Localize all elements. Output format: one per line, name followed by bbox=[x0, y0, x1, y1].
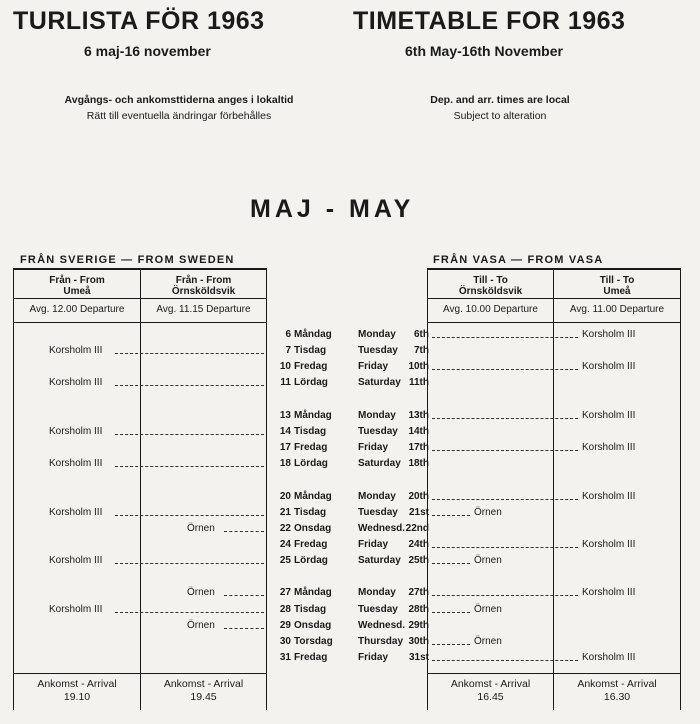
ship-name: Korsholm III bbox=[49, 603, 103, 615]
day-number: 6 bbox=[285, 329, 291, 340]
ship-name: Korsholm III bbox=[49, 458, 103, 470]
day-ordinal: 6th bbox=[414, 329, 429, 340]
ship-name: Korsholm III bbox=[49, 425, 103, 437]
rule bbox=[427, 298, 681, 299]
dotted-leader bbox=[432, 612, 470, 613]
day-ordinal: 28th bbox=[408, 603, 429, 615]
day-row bbox=[271, 426, 431, 440]
day-number: 24 bbox=[279, 538, 291, 550]
day-ordinal: 7th bbox=[414, 345, 429, 357]
dotted-leader bbox=[432, 418, 578, 419]
dotted-leader bbox=[432, 547, 578, 548]
column-header-line2: Örnsköldsvik bbox=[171, 286, 236, 297]
day-row bbox=[271, 587, 431, 601]
weekday-english: Tuesday bbox=[358, 425, 398, 437]
column-header-to-umea bbox=[554, 275, 680, 297]
rule bbox=[427, 322, 681, 323]
dotted-leader bbox=[432, 369, 578, 370]
day-number: 25 bbox=[279, 555, 291, 567]
day-row bbox=[271, 410, 431, 424]
weekday-swedish: Fredag bbox=[294, 361, 328, 373]
day-ordinal: 20th bbox=[408, 490, 429, 502]
ship-name: Korsholm III bbox=[582, 361, 636, 373]
rule bbox=[427, 268, 681, 270]
dotted-leader bbox=[115, 466, 264, 467]
weekday-swedish: Lördag bbox=[294, 377, 328, 389]
day-ordinal: 22nd bbox=[405, 522, 429, 534]
weekday-english: Wednesd. bbox=[358, 619, 406, 631]
date-range-english: 6th May-16th November bbox=[405, 43, 563, 59]
note-swedish-line2: Rätt till eventuella ändringar förbehålles bbox=[86, 110, 272, 122]
dotted-leader bbox=[115, 563, 264, 564]
column-header-from-umea bbox=[14, 275, 140, 297]
day-row bbox=[271, 329, 431, 343]
title-english: TIMETABLE FOR 1963 bbox=[353, 7, 626, 35]
day-number: 17 bbox=[279, 442, 291, 454]
weekday-english: Thursday bbox=[358, 635, 404, 647]
weekday-english: Friday bbox=[358, 442, 389, 454]
dotted-leader bbox=[432, 660, 578, 661]
ship-name: Örnen bbox=[187, 619, 215, 631]
weekday-swedish: Måndag bbox=[294, 490, 332, 502]
dotted-leader bbox=[432, 644, 470, 645]
note-english-line1: Dep. and arr. times are local bbox=[430, 94, 570, 106]
arrival-to-ornskoldsvik bbox=[428, 678, 553, 704]
dotted-leader bbox=[432, 337, 578, 338]
departure-time-from-ornskoldsvik: Avg. 11.15 Departure bbox=[156, 304, 251, 315]
day-row bbox=[271, 442, 431, 456]
month-heading: MAJ - MAY bbox=[250, 195, 415, 223]
arrival-from-umea bbox=[14, 678, 140, 704]
ship-name: Örnen bbox=[474, 635, 502, 647]
departure-time-from-umea: Avg. 12.00 Departure bbox=[29, 304, 125, 315]
column-header-line2: Umeå bbox=[63, 286, 91, 297]
section-title-from-sweden: FRÅN SVERIGE — FROM SWEDEN bbox=[20, 254, 235, 266]
arrival-time: 16.30 bbox=[603, 691, 631, 703]
day-number: 30 bbox=[279, 635, 291, 647]
dotted-leader bbox=[432, 450, 578, 451]
day-ordinal: 31st bbox=[408, 652, 429, 663]
day-row bbox=[271, 377, 431, 391]
day-number: 21 bbox=[279, 506, 291, 518]
arrival-time: 16.45 bbox=[477, 691, 504, 703]
day-number: 27 bbox=[279, 587, 291, 599]
arrival-time: 19.10 bbox=[63, 691, 91, 703]
day-number: 31 bbox=[279, 652, 291, 663]
note-swedish bbox=[48, 92, 310, 124]
weekday-swedish: Tisdag bbox=[294, 425, 327, 437]
column-header-line2: Umeå bbox=[603, 286, 631, 297]
day-ordinal: 27th bbox=[408, 587, 429, 599]
day-number: 11 bbox=[280, 377, 291, 389]
day-ordinal: 13th bbox=[408, 409, 429, 421]
weekday-swedish: Lördag bbox=[294, 458, 328, 470]
day-ordinal: 17th bbox=[408, 442, 429, 454]
weekday-english: Tuesday bbox=[358, 603, 398, 615]
day-number: 22 bbox=[279, 522, 291, 534]
ship-name: Korsholm III bbox=[49, 345, 103, 357]
ship-name: Örnen bbox=[187, 522, 215, 534]
day-row bbox=[271, 523, 431, 537]
day-number: 18 bbox=[279, 458, 291, 470]
weekday-swedish: Torsdag bbox=[294, 635, 333, 647]
weekday-english: Monday bbox=[358, 490, 396, 502]
rule bbox=[427, 673, 681, 674]
day-row bbox=[271, 361, 431, 375]
dotted-leader bbox=[115, 612, 264, 613]
title-swedish: TURLISTA FÖR 1963 bbox=[13, 7, 265, 35]
rule bbox=[13, 268, 14, 710]
weekday-english: Tuesday bbox=[358, 506, 398, 518]
day-ordinal: 29th bbox=[408, 619, 429, 631]
day-row bbox=[271, 507, 431, 521]
column-header-line1: Till - To bbox=[599, 275, 635, 286]
day-ordinal: 11th bbox=[408, 377, 429, 389]
day-row bbox=[271, 555, 431, 569]
note-english bbox=[400, 92, 600, 124]
weekday-english: Tuesday bbox=[358, 345, 398, 357]
column-header-line1: Till - To bbox=[473, 275, 508, 286]
note-english-line2: Subject to alteration bbox=[453, 110, 547, 122]
rule bbox=[266, 268, 267, 710]
arrival-label: Ankomst - Arrival bbox=[577, 678, 657, 690]
dotted-leader bbox=[224, 595, 264, 596]
dotted-leader bbox=[115, 515, 264, 516]
weekday-swedish: Fredag bbox=[294, 652, 328, 663]
dotted-leader bbox=[224, 531, 264, 532]
weekday-swedish: Måndag bbox=[294, 409, 332, 421]
day-number: 13 bbox=[279, 409, 291, 421]
departure-time-to-ornskoldsvik: Avg. 10.00 Departure bbox=[443, 304, 538, 315]
day-number: 29 bbox=[279, 619, 291, 631]
arrival-from-ornskoldsvik bbox=[141, 678, 266, 704]
rule bbox=[140, 268, 141, 710]
section-title-from-vasa: FRÅN VASA — FROM VASA bbox=[433, 254, 604, 266]
dotted-leader bbox=[432, 563, 470, 564]
day-number: 7 bbox=[285, 345, 291, 357]
day-number: 20 bbox=[279, 490, 291, 502]
column-header-to-ornskoldsvik bbox=[428, 275, 553, 297]
dotted-leader bbox=[115, 434, 264, 435]
weekday-swedish: Lördag bbox=[294, 555, 328, 567]
weekday-swedish: Tisdag bbox=[294, 345, 327, 357]
column-header-line1: Från - From bbox=[175, 275, 232, 286]
day-row bbox=[271, 458, 431, 472]
weekday-swedish: Tisdag bbox=[294, 506, 327, 518]
day-row bbox=[271, 604, 431, 618]
weekday-swedish: Fredag bbox=[294, 538, 328, 550]
arrival-label: Ankomst - Arrival bbox=[450, 678, 531, 690]
ship-name: Korsholm III bbox=[582, 538, 636, 550]
day-row bbox=[271, 636, 431, 650]
weekday-english: Saturday bbox=[358, 555, 401, 567]
ship-name: Korsholm III bbox=[582, 652, 636, 663]
day-ordinal: 18th bbox=[408, 458, 429, 470]
weekday-swedish: Tisdag bbox=[294, 603, 327, 615]
dotted-leader bbox=[115, 353, 264, 354]
day-ordinal: 21st bbox=[408, 506, 429, 518]
weekday-swedish: Måndag bbox=[294, 329, 332, 340]
weekday-english: Friday bbox=[358, 538, 389, 550]
weekday-swedish: Onsdag bbox=[294, 619, 332, 631]
ship-name: Korsholm III bbox=[49, 377, 103, 389]
column-header-line2: Örnsköldsvik bbox=[458, 286, 523, 297]
rule bbox=[553, 268, 554, 710]
note-swedish-line1: Avgångs- och ankomsttiderna anges i lokaltid bbox=[64, 94, 294, 106]
day-ordinal: 10th bbox=[408, 361, 429, 373]
day-number: 28 bbox=[279, 603, 291, 615]
weekday-english: Friday bbox=[358, 652, 389, 663]
ship-name: Korsholm III bbox=[582, 409, 636, 421]
day-row bbox=[271, 491, 431, 505]
ship-name: Örnen bbox=[474, 506, 502, 518]
weekday-english: Saturday bbox=[358, 458, 401, 470]
ship-name: Örnen bbox=[474, 603, 502, 615]
weekday-english: Monday bbox=[358, 329, 396, 340]
dotted-leader bbox=[432, 595, 578, 596]
arrival-label: Ankomst - Arrival bbox=[37, 678, 117, 690]
ship-name: Korsholm III bbox=[582, 442, 636, 454]
ship-name: Örnen bbox=[474, 555, 502, 567]
day-ordinal: 30th bbox=[408, 635, 429, 647]
dotted-leader bbox=[224, 628, 264, 629]
day-ordinal: 24th bbox=[408, 538, 429, 550]
weekday-english: Friday bbox=[358, 361, 389, 373]
day-number: 14 bbox=[279, 425, 291, 437]
weekday-swedish: Onsdag bbox=[294, 522, 332, 534]
day-row bbox=[271, 652, 431, 666]
ship-name: Korsholm III bbox=[582, 587, 636, 599]
day-row bbox=[271, 620, 431, 634]
column-header-from-ornskoldsvik bbox=[141, 275, 266, 297]
day-ordinal: 25th bbox=[408, 555, 429, 567]
ship-name: Örnen bbox=[187, 587, 215, 599]
weekday-english: Monday bbox=[358, 409, 396, 421]
day-number: 10 bbox=[279, 361, 291, 373]
dotted-leader bbox=[432, 515, 470, 516]
dotted-leader bbox=[115, 385, 264, 386]
arrival-label: Ankomst - Arrival bbox=[163, 678, 244, 690]
arrival-time: 19.45 bbox=[190, 691, 217, 703]
weekday-swedish: Fredag bbox=[294, 442, 328, 454]
weekday-swedish: Måndag bbox=[294, 587, 332, 599]
ship-name: Korsholm III bbox=[49, 506, 103, 518]
weekday-english: Monday bbox=[358, 587, 396, 599]
rule bbox=[680, 268, 681, 710]
ship-name: Korsholm III bbox=[582, 329, 636, 340]
ship-name: Korsholm III bbox=[49, 555, 103, 567]
column-header-line1: Från - From bbox=[49, 275, 105, 286]
departure-time-to-umea: Avg. 11.00 Departure bbox=[569, 304, 665, 315]
date-range-swedish: 6 maj-16 november bbox=[84, 43, 211, 59]
dotted-leader bbox=[432, 499, 578, 500]
weekday-english: Saturday bbox=[358, 377, 401, 389]
day-ordinal: 14th bbox=[408, 425, 429, 437]
day-row bbox=[271, 539, 431, 553]
day-row bbox=[271, 345, 431, 359]
arrival-to-umea bbox=[554, 678, 680, 704]
ship-name: Korsholm III bbox=[582, 490, 636, 502]
weekday-english: Wednesd. bbox=[358, 522, 406, 534]
